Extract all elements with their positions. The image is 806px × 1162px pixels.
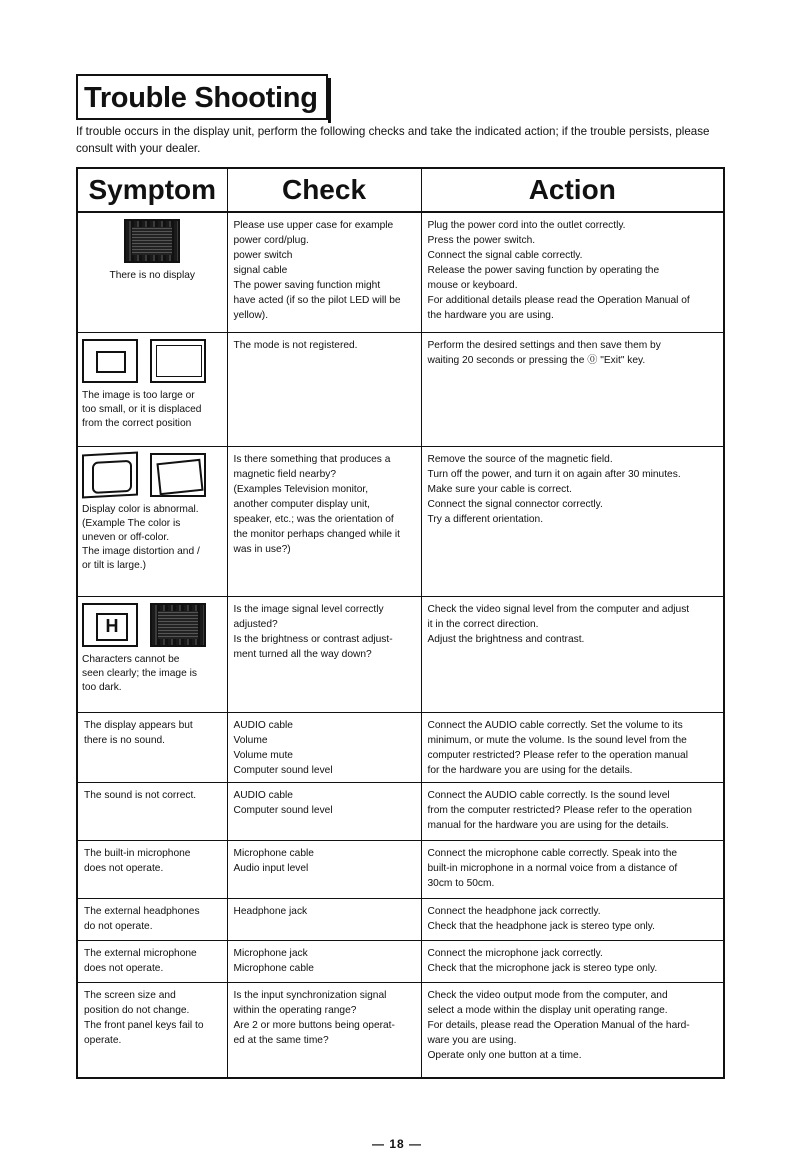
header-action: Action	[421, 168, 724, 212]
check-cell: AUDIO cable Computer sound level	[227, 782, 421, 840]
tilted-image-illustration	[150, 453, 206, 497]
check-cell: Is there something that produces a magnetic field nearby? (Examples Television monitor, another computer display unit, speaker, etc.; was the orientation of the monitor perhaps changed while it was in use?)	[227, 446, 421, 596]
action-cell: Connect the AUDIO cable correctly. Set the volume to its minimum, or mute the volume. Is the sound level from the computer restricted? Please refer to the operation manual for the hardware you are using for the details.	[421, 712, 724, 782]
symptom-text: Characters cannot be seen clearly; the image is too dark.	[82, 653, 197, 693]
large-image-illustration	[150, 339, 206, 383]
action-cell: Connect the microphone jack correctly. Check that the microphone jack is stereo type only.	[421, 940, 724, 982]
action-cell: Connect the headphone jack correctly. Check that the headphone jack is stereo type only.	[421, 898, 724, 940]
table-row	[77, 840, 724, 898]
symptom-cell: The built-in microphone does not operate.	[77, 840, 227, 898]
page-number: — 18 —	[372, 1137, 423, 1151]
action-cell: Connect the microphone cable correctly. Speak into the built-in microphone in a normal voice from a distance of 30cm to 50cm.	[421, 840, 724, 898]
action-cell: Plug the power cord into the outlet correctly. Press the power switch. Connect the signal cable correctly. Release the power saving function by operating the mouse or keyboard. For additional details please read the Operation Manual of the hardware you are using.	[421, 212, 724, 332]
intro-paragraph: If trouble occurs in the display unit, perform the following checks and take the indicated action; if the trouble persists, please consult with your dealer.	[76, 125, 710, 155]
table-row	[77, 712, 724, 782]
blurry-character-illustration: H	[82, 603, 138, 647]
check-cell: Is the input synchronization signal within the operating range? Are 2 or more buttons being operat- ed at the same time?	[227, 982, 421, 1078]
symptom-cell	[77, 596, 227, 712]
check-cell: Microphone cable Audio input level	[227, 840, 421, 898]
check-cell: The mode is not registered.	[227, 332, 421, 446]
action-cell: Perform the desired settings and then save them by waiting 20 seconds or pressing the ⓪ "Exit" key.	[421, 332, 724, 446]
symptom-text: The image is too large or too small, or it is displaced from the correct position	[82, 389, 202, 429]
table-row	[77, 982, 724, 1078]
symptom-text: Display color is abnormal. (Example The color is uneven or off-color. The image distortion and / or tilt is large.)	[82, 503, 200, 571]
action-cell: Check the video signal level from the computer and adjust it in the correct direction. Adjust the brightness and contrast.	[421, 596, 724, 712]
action-cell: Check the video output mode from the computer, and select a mode within the display unit operating range. For details, please read the Operation Manual of the hard- ware you are using. Operate only one button at a time.	[421, 982, 724, 1078]
symptom-cell	[77, 212, 227, 332]
symptom-cell: The external microphone does not operate.	[77, 940, 227, 982]
troubleshooting-table	[76, 167, 725, 1079]
table-row	[77, 212, 724, 332]
symptom-cell	[77, 446, 227, 596]
dark-screen-illustration	[124, 219, 180, 263]
symptom-cell: The display appears but there is no sound.	[77, 712, 227, 782]
dark-image-illustration	[150, 603, 206, 647]
symptom-text: There is no display	[109, 270, 195, 281]
symptom-cell: The screen size and position do not change. The front panel keys fail to operate.	[77, 982, 227, 1078]
table-row	[77, 898, 724, 940]
table-row	[77, 940, 724, 982]
table-header-row	[77, 168, 724, 212]
table-row	[77, 332, 724, 446]
symptom-cell: The sound is not correct.	[77, 782, 227, 840]
check-cell: Is the image signal level correctly adjusted? Is the brightness or contrast adjust- ment turned all the way down?	[227, 596, 421, 712]
check-cell: Please use upper case for example power cord/plug. power switch signal cable The power saving function might have acted (if so the pilot LED will be yellow).	[227, 212, 421, 332]
action-cell: Remove the source of the magnetic field. Turn off the power, and turn it on again after 30 minutes. Make sure your cable is correct. Connect the signal connector correctly. Try a different orientation.	[421, 446, 724, 596]
distorted-image-illustration	[82, 451, 138, 498]
small-image-illustration	[82, 339, 138, 383]
symptom-cell	[77, 332, 227, 446]
table-row	[77, 446, 724, 596]
header-check: Check	[227, 168, 421, 212]
symptom-cell: The external headphones do not operate.	[77, 898, 227, 940]
check-cell: AUDIO cable Volume Volume mute Computer sound level	[227, 712, 421, 782]
check-cell: Headphone jack	[227, 898, 421, 940]
header-symptom: Symptom	[77, 168, 227, 212]
table-row	[77, 782, 724, 840]
check-cell: Microphone jack Microphone cable	[227, 940, 421, 982]
table-row	[77, 596, 724, 712]
page-title: Trouble Shooting	[76, 74, 328, 120]
action-cell: Connect the AUDIO cable correctly. Is the sound level from the computer restricted? Please refer to the operation manual for the hardware you are using for the details.	[421, 782, 724, 840]
